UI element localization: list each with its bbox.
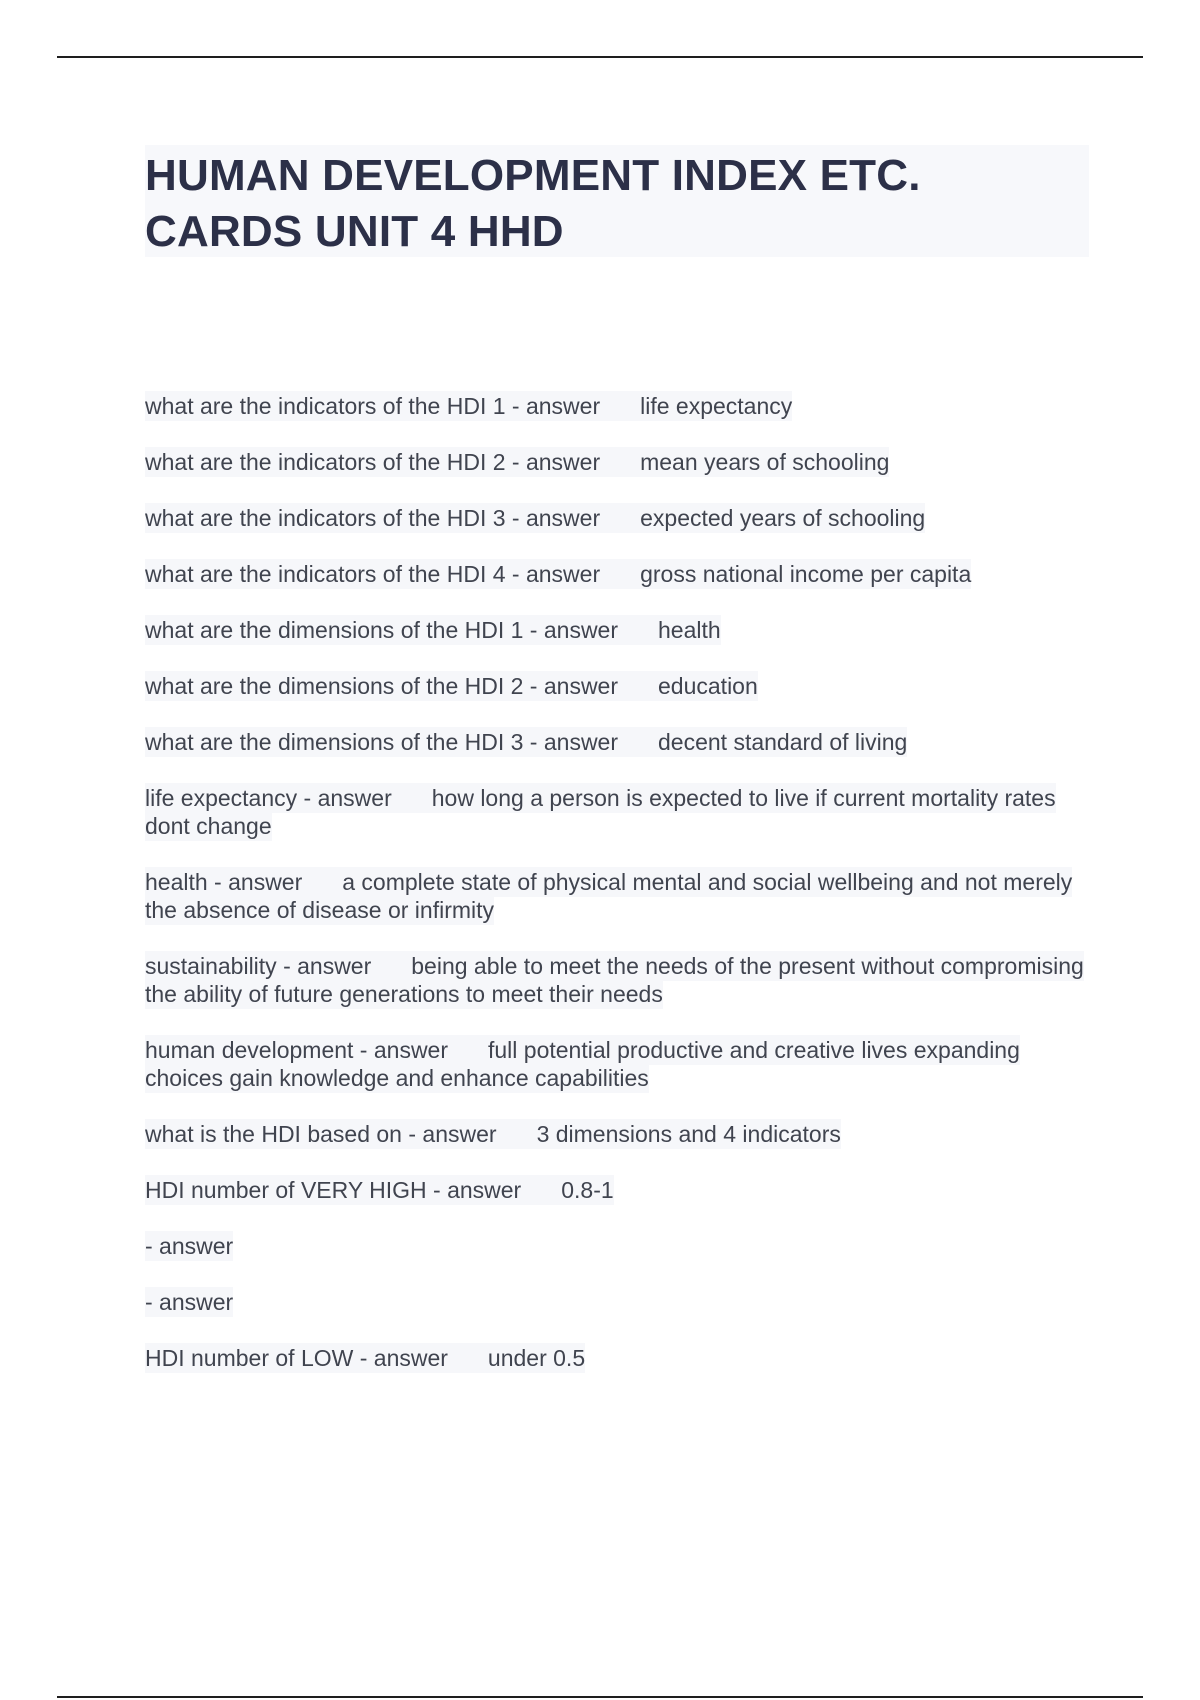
card-answer: under 0.5 — [487, 1345, 586, 1371]
flashcard — [145, 1176, 1095, 1204]
card-answer: life expectancy — [640, 393, 793, 419]
card-answer: health — [658, 617, 721, 643]
card-answer: full potential productive and creative lives expanding choices gain knowledge and enhance capabilities — [145, 1037, 1020, 1091]
flashcard — [145, 1120, 1095, 1148]
card-term: what are the indicators of the HDI 4 - answer — [145, 561, 601, 587]
flashcard — [145, 560, 1095, 588]
title-block — [145, 145, 1089, 257]
card-term: what are the indicators of the HDI 3 - answer — [145, 505, 601, 531]
card-answer: decent standard of living — [658, 729, 908, 755]
card-answer: how long a person is expected to live if current mortality rates dont change — [145, 785, 1056, 839]
card-term: what is the HDI based on - answer — [145, 1121, 497, 1147]
flashcard — [145, 784, 1095, 840]
top-rule — [57, 56, 1143, 58]
card-term: HDI number of VERY HIGH - answer — [145, 1177, 522, 1203]
card-term: what are the dimensions of the HDI 3 - answer — [145, 729, 619, 755]
flashcard — [145, 1344, 1095, 1372]
card-answer: education — [658, 673, 758, 699]
card-answer: mean years of schooling — [640, 449, 890, 475]
flashcard — [145, 448, 1095, 476]
card-answer: gross national income per capita — [640, 561, 972, 587]
flashcard — [145, 1232, 1095, 1260]
card-answer: 0.8-1 — [561, 1177, 614, 1203]
card-term: - answer — [145, 1233, 234, 1259]
card-term: health - answer — [145, 869, 303, 895]
card-answer: 3 dimensions and 4 indicators — [536, 1121, 841, 1147]
bottom-rule — [57, 1696, 1143, 1698]
card-term: HDI number of LOW - answer — [145, 1345, 448, 1371]
flashcard-list — [145, 392, 1095, 1400]
card-answer: a complete state of physical mental and social wellbeing and not merely the absence of disease or infirmity — [145, 869, 1073, 923]
card-term: what are the indicators of the HDI 2 - answer — [145, 449, 601, 475]
card-term: what are the dimensions of the HDI 2 - answer — [145, 673, 619, 699]
flashcard — [145, 1036, 1095, 1092]
flashcard — [145, 672, 1095, 700]
card-term: - answer — [145, 1289, 234, 1315]
flashcard — [145, 728, 1095, 756]
flashcard — [145, 616, 1095, 644]
card-answer: expected years of schooling — [640, 505, 926, 531]
card-term: what are the dimensions of the HDI 1 - answer — [145, 617, 619, 643]
flashcard — [145, 392, 1095, 420]
flashcard — [145, 504, 1095, 532]
flashcard — [145, 1288, 1095, 1316]
page-title: HUMAN DEVELOPMENT INDEX ETC. CARDS UNIT 4 HHD — [145, 151, 921, 256]
flashcard — [145, 868, 1095, 924]
card-term: human development - answer — [145, 1037, 448, 1063]
card-term: what are the indicators of the HDI 1 - answer — [145, 393, 601, 419]
card-answer: being able to meet the needs of the present without compromising the ability of future generations to meet their needs — [145, 953, 1084, 1007]
card-term: life expectancy - answer — [145, 785, 392, 811]
card-term: sustainability - answer — [145, 953, 372, 979]
flashcard — [145, 952, 1095, 1008]
